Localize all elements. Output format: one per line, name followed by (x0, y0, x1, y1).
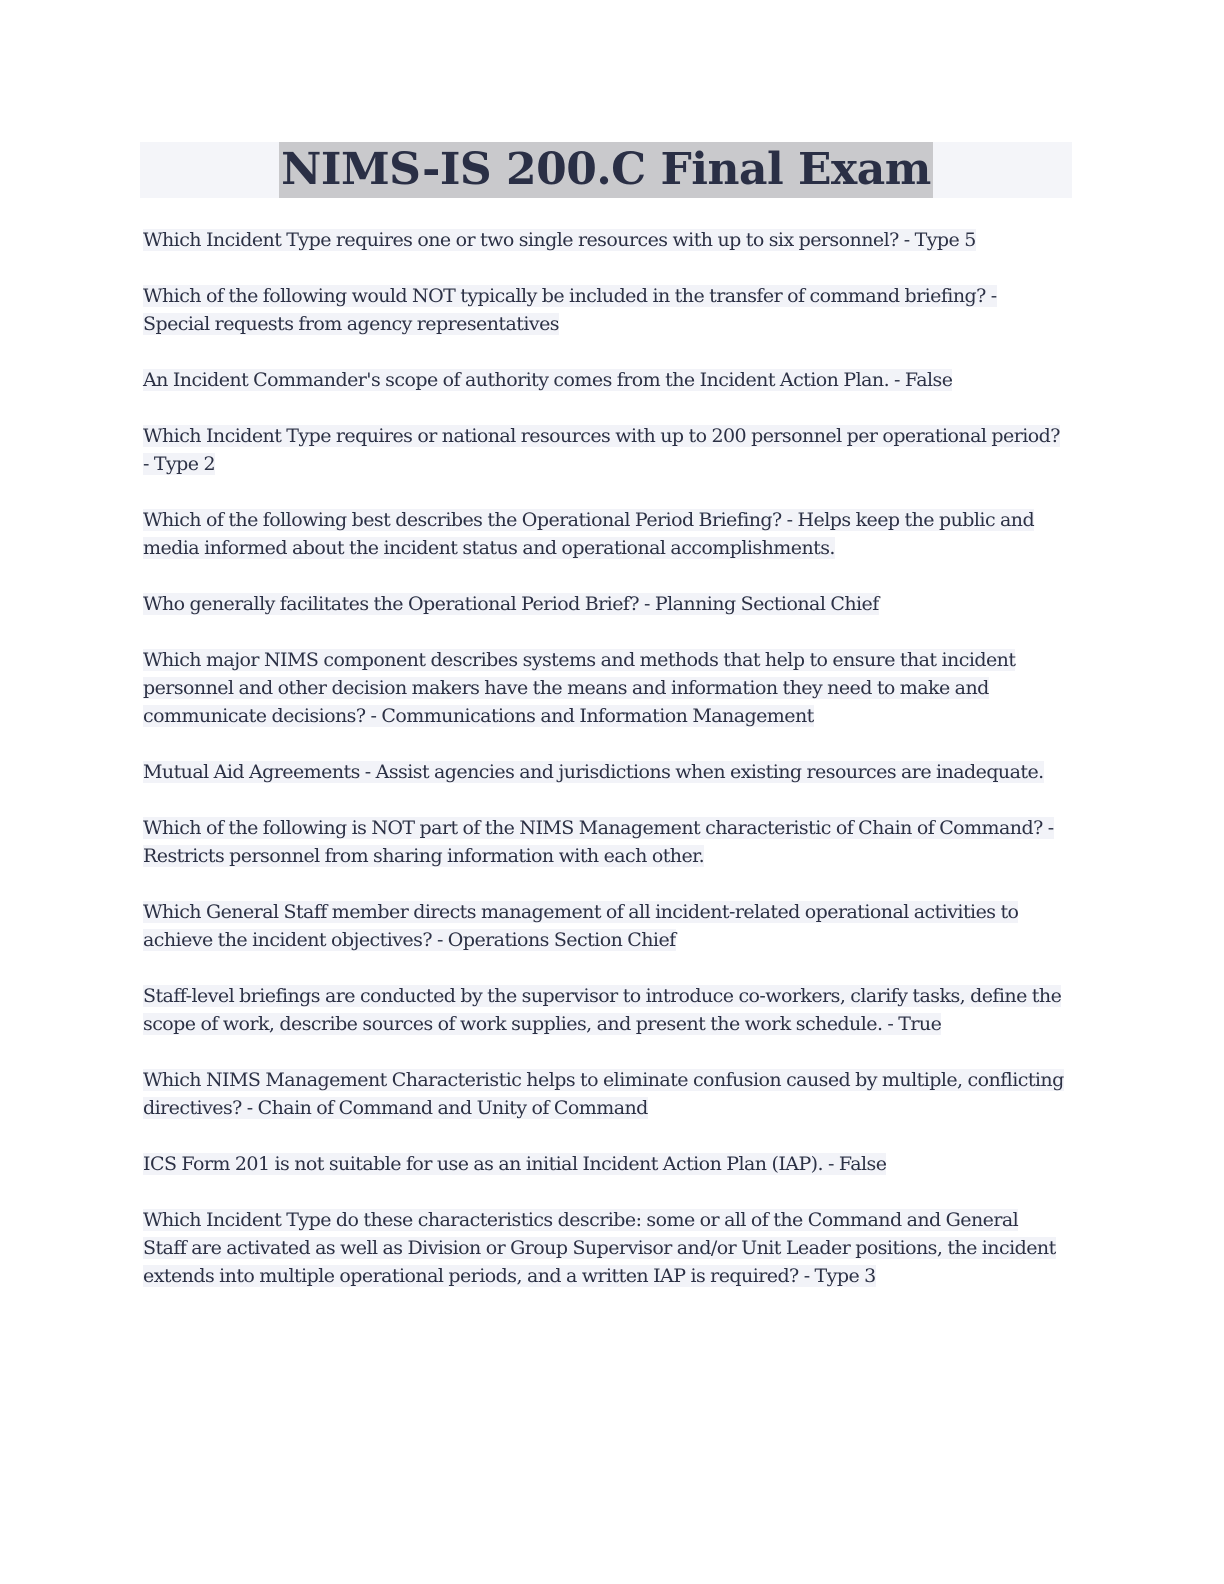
qa-item (143, 814, 1065, 870)
qa-text: Which NIMS Management Characteristic helps to eliminate confusion caused by multiple, conflicting directives? - Chain of Command and Unity of Command (143, 1069, 1064, 1119)
qa-text: Which Incident Type do these characteristics describe: some or all of the Command and General Staff are activated as well as Division or Group Supervisor and/or Unit Leader positions, the incident extends into multiple operational periods, and a written IAP is required? - Type 3 (143, 1209, 1056, 1287)
qa-text: Which major NIMS component describes systems and methods that help to ensure that incident personnel and other decision makers have the means and information they need to make and communicate decisions? - Communications and Information Management (143, 649, 1016, 727)
qa-text: Who generally facilitates the Operational Period Brief? - Planning Sectional Chief (143, 593, 879, 615)
qa-item (143, 1206, 1065, 1290)
qa-text: An Incident Commander's scope of authority comes from the Incident Action Plan. - False (143, 369, 953, 391)
qa-item (143, 758, 1065, 786)
qa-text: Which of the following is NOT part of the NIMS Management characteristic of Chain of Command? - Restricts personnel from sharing information with each other. (143, 817, 1054, 867)
qa-item (143, 422, 1065, 478)
qa-item (143, 506, 1065, 562)
qa-item (143, 282, 1065, 338)
qa-text: Staff-level briefings are conducted by the supervisor to introduce co-workers, clarify tasks, define the scope of work, describe sources of work supplies, and present the work schedule. - True (143, 985, 1062, 1035)
qa-text: ICS Form 201 is not suitable for use as an initial Incident Action Plan (IAP). - False (143, 1153, 887, 1175)
qa-text: Mutual Aid Agreements - Assist agencies and jurisdictions when existing resources are inadequate. (143, 761, 1044, 783)
qa-item (143, 646, 1065, 730)
page-title: NIMS-IS 200.C Final Exam (279, 142, 933, 198)
qa-item (143, 1066, 1065, 1122)
qa-text: Which Incident Type requires or national resources with up to 200 personnel per operational period? - Type 2 (143, 425, 1060, 475)
qa-item (143, 226, 1065, 254)
qa-item (143, 982, 1065, 1038)
qa-item (143, 366, 1065, 394)
qa-text: Which General Staff member directs management of all incident-related operational activities to achieve the incident objectives? - Operations Section Chief (143, 901, 1019, 951)
title-band (140, 142, 1072, 198)
qa-text: Which of the following would NOT typically be included in the transfer of command briefing? - Special requests from agency representatives (143, 285, 997, 335)
qa-item (143, 898, 1065, 954)
qa-text: Which of the following best describes the Operational Period Briefing? - Helps keep the public and media informed about the incident status and operational accomplishments. (143, 509, 1035, 559)
qa-text: Which Incident Type requires one or two single resources with up to six personnel? - Type 5 (143, 229, 976, 251)
qa-item (143, 590, 1065, 618)
qa-item (143, 1150, 1065, 1178)
question-answer-list (143, 226, 1065, 1318)
